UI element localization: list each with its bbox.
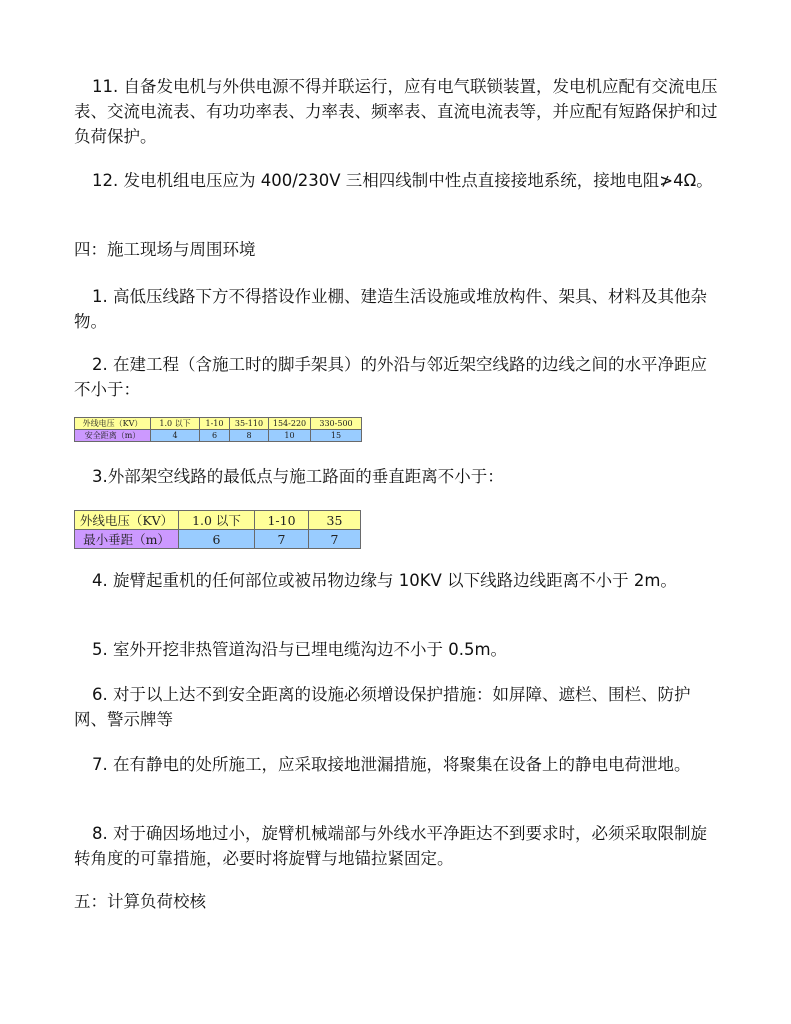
table-row xyxy=(75,530,361,549)
table-cell: 10 xyxy=(269,430,311,442)
table-cell: 最小垂距（m） xyxy=(75,530,179,549)
table-cell: 7 xyxy=(255,530,309,549)
table-cell: 7 xyxy=(309,530,361,549)
table-cell: 8 xyxy=(230,430,269,442)
table-cell: 1.0 以下 xyxy=(179,511,255,530)
table-row xyxy=(75,430,362,442)
table-cell: 35 xyxy=(309,511,361,530)
table-cell: 35-110 xyxy=(230,418,269,430)
table-header-row xyxy=(75,511,361,530)
table-cell: 6 xyxy=(179,530,255,549)
section-heading-4: 四：施工现场与周围环境 xyxy=(74,240,256,259)
table-cell: 1-10 xyxy=(255,511,309,530)
section-heading-5: 五：计算负荷校核 xyxy=(74,892,206,911)
table-cell: 1.0 以下 xyxy=(151,418,200,430)
table-cell: 1-10 xyxy=(200,418,230,430)
paragraph-4-4: 4. 旋臂起重机的任何部位或被吊物边缘与 10KV 以下线路边线距离不小于 2m。 xyxy=(92,571,677,590)
table-cell: 4 xyxy=(151,430,200,442)
table-cell: 15 xyxy=(311,430,362,442)
table-header-row xyxy=(75,418,362,430)
paragraph-4-8: 8. 对于确因场地过小，旋臂机械端部与外线水平净距达不到要求时，必须采取限制旋转角度的可靠措施，必要时将旋臂与地锚拉紧固定。 xyxy=(74,824,707,868)
paragraph-4-7: 7. 在有静电的处所施工，应采取接地泄漏措施，将聚集在设备上的静电电荷泄地。 xyxy=(92,755,691,774)
table-cell: 安全距离（m） xyxy=(75,430,151,442)
paragraph-4-3: 3.外部架空线路的最低点与施工路面的垂直距离不小于： xyxy=(92,467,504,486)
horizontal-distance-table xyxy=(74,417,362,442)
paragraph-11: 11. 自备发电机与外供电源不得并联运行，应有电气联锁装置，发电机应配有交流电压表、交流电流表、有功功率表、力率表、频率表、直流电流表等，并应配有短路保护和过负荷保护。 xyxy=(74,77,718,146)
table-cell: 外线电压（KV） xyxy=(75,418,151,430)
vertical-distance-table xyxy=(74,510,361,549)
table-cell: 154-220 xyxy=(269,418,311,430)
paragraph-4-5: 5. 室外开挖非热管道沟沿与已埋电缆沟边不小于 0.5m。 xyxy=(92,640,508,659)
table-cell: 330-500 xyxy=(311,418,362,430)
table-cell: 外线电压（KV） xyxy=(75,511,179,530)
table-cell: 6 xyxy=(200,430,230,442)
paragraph-4-1: 1. 高低压线路下方不得搭设作业棚、建造生活设施或堆放构件、架具、材料及其他杂物。 xyxy=(74,287,707,331)
paragraph-12: 12. 发电机组电压应为 400/230V 三相四线制中性点直接接地系统，接地电阻≯4Ω。 xyxy=(92,171,713,190)
paragraph-4-6: 6. 对于以上达不到安全距离的设施必须增设保护措施：如屏障、遮栏、围栏、防护网、警示牌等 xyxy=(74,685,691,729)
paragraph-4-2: 2. 在建工程（含施工时的脚手架具）的外沿与邻近架空线路的边线之间的水平净距应不小于： xyxy=(74,355,707,399)
